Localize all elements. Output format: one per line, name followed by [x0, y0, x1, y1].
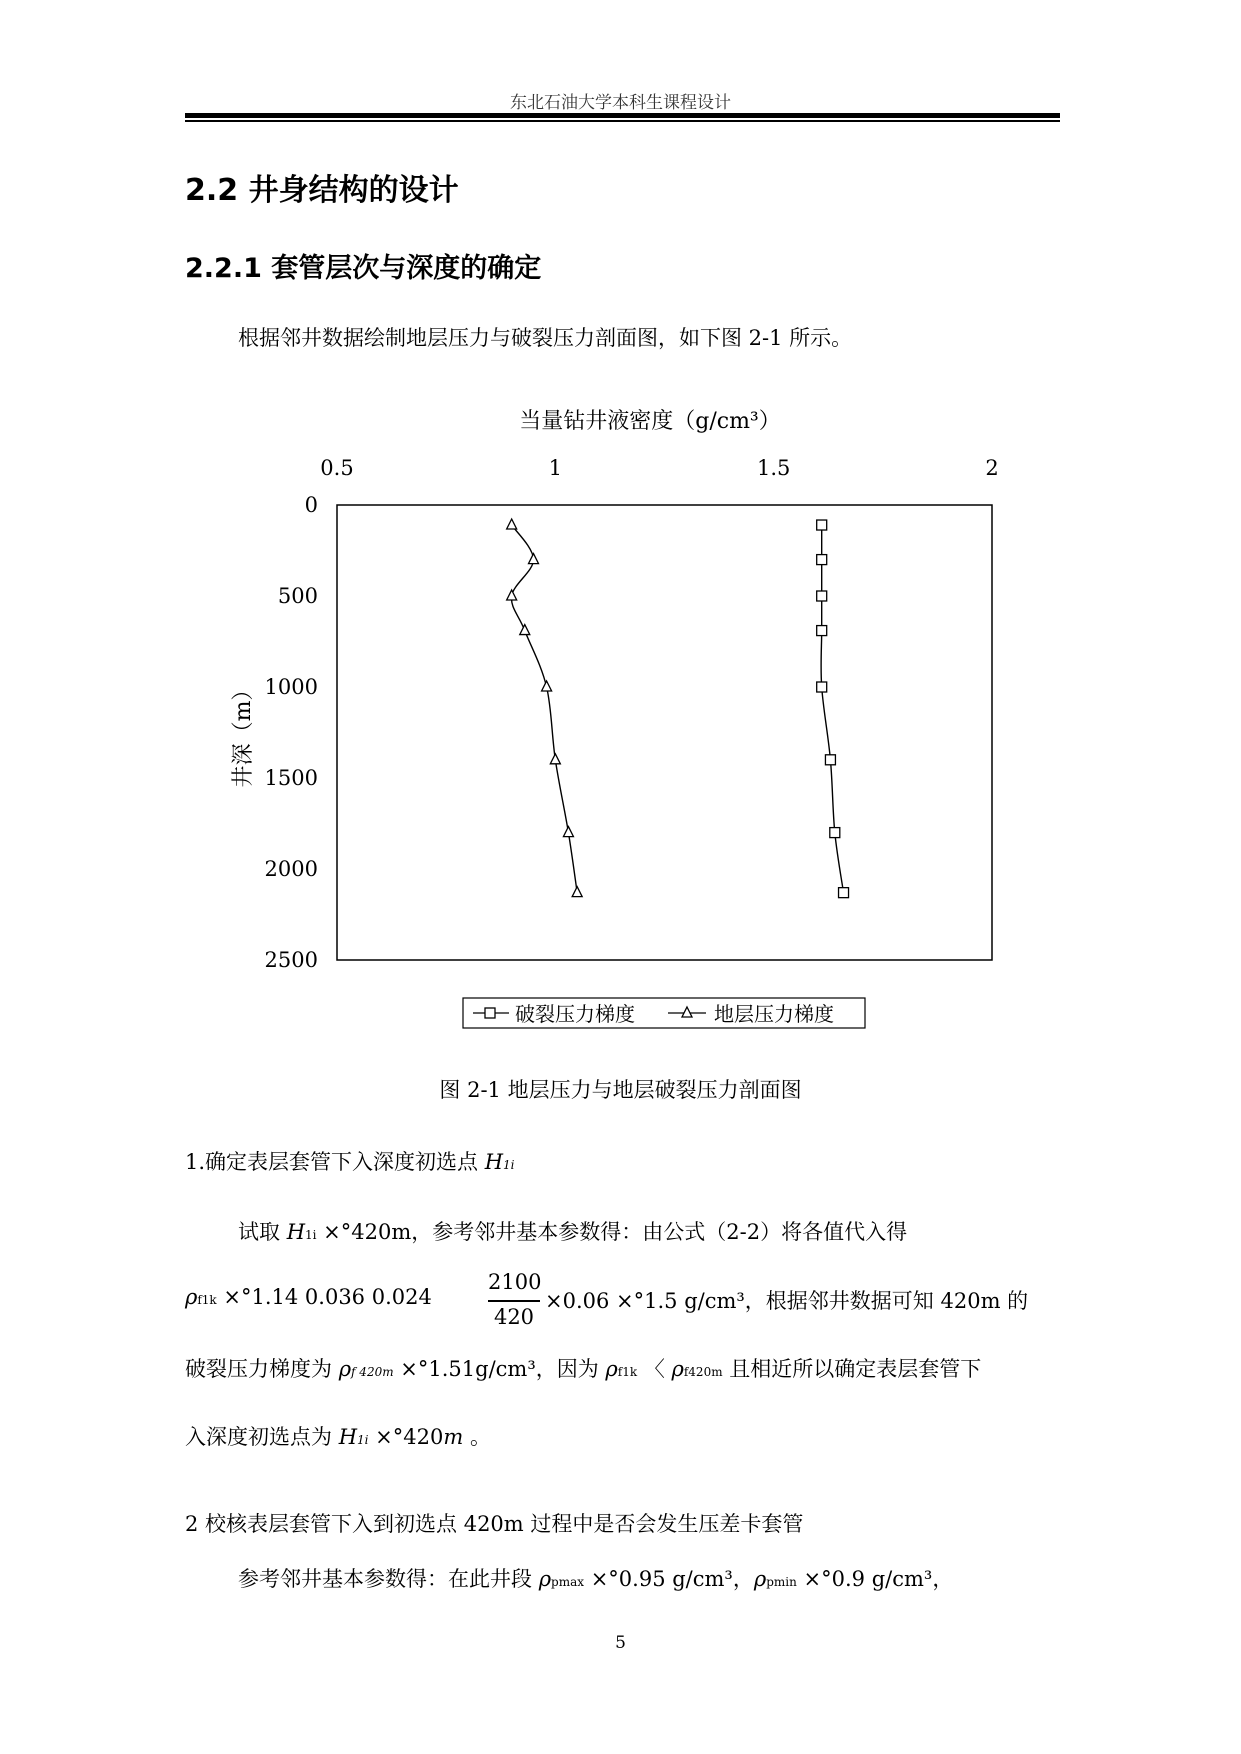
text: 破裂压力梯度为: [185, 1357, 339, 1381]
triangle-point: [542, 681, 552, 691]
x-tick-label: 1.5: [756, 456, 791, 480]
text: 且相近所以确定表层套管下: [722, 1357, 982, 1381]
legend: [463, 998, 865, 1028]
var-H: H: [286, 1220, 306, 1244]
section-title: 2.2 井身结构的设计: [185, 173, 459, 208]
var-sub: f420m: [683, 1365, 723, 1379]
var-rho: ρ: [753, 1567, 767, 1591]
intro-paragraph: 根据邻井数据绘制地层压力与破裂压力剖面图，如下图 2-1 所示。: [238, 326, 853, 350]
square-point: [817, 555, 827, 565]
y-tick-label: 0: [304, 493, 318, 517]
legend-label-formation: 地层压力梯度: [714, 1002, 834, 1026]
formula-left: ×°1.14 0.036 0.024: [216, 1285, 432, 1309]
var-sub: 1i: [305, 1228, 317, 1242]
x-tick-label: 0.5: [320, 456, 354, 480]
text: 试取: [238, 1220, 287, 1244]
text: ×°0.95 g/cm³，: [584, 1567, 754, 1591]
var-rho: ρ: [338, 1357, 352, 1381]
triangle-point: [572, 887, 582, 897]
square-point: [825, 755, 835, 765]
step1-line1: [238, 1216, 907, 1246]
var-rho: ρ: [185, 1285, 198, 1309]
header-rule-thin: [185, 120, 1060, 122]
text: ×°0.9 g/cm³，: [796, 1567, 954, 1591]
square-point: [817, 591, 827, 601]
var-sub: pmin: [766, 1575, 797, 1589]
var-rho: ρ: [671, 1357, 684, 1381]
var-H: H: [484, 1150, 504, 1174]
triangle-point: [507, 519, 517, 529]
pressure-profile-chart: [0, 395, 1241, 1055]
var-H-sub: 1i: [503, 1158, 515, 1172]
step2-line1: [238, 1563, 953, 1593]
x-tick-label: 2: [985, 456, 999, 480]
x-tick-label: 1: [548, 456, 563, 480]
series-layer: [507, 519, 849, 898]
square-point: [830, 828, 840, 838]
var-rho: ρ: [605, 1357, 618, 1381]
y-axis-label: 井深（m）: [231, 678, 256, 788]
series-line-1: [512, 525, 578, 893]
step1-title-text: 1.确定表层套管下入深度初选点: [185, 1150, 485, 1174]
y-tick-labels: [265, 493, 318, 972]
step2-title: 2 校核表层套管下入到初选点 420m 过程中是否会发生压差卡套管: [185, 1512, 804, 1536]
y-tick-label: 500: [277, 584, 318, 608]
text: ×°1.51g/cm³，因为: [393, 1357, 606, 1381]
y-tick-label: 2500: [264, 948, 318, 972]
square-point: [817, 626, 827, 636]
var-sub: f 420m: [351, 1365, 394, 1379]
text: 入深度初选点为: [185, 1425, 339, 1449]
var-sub: f1k: [617, 1365, 638, 1379]
x-tick-labels: [320, 456, 998, 480]
var-H: H: [338, 1425, 358, 1449]
page-header: 东北石油大学本科生课程设计: [510, 93, 731, 113]
step1-line4: [185, 1421, 491, 1451]
header-rule-thick: [185, 113, 1060, 118]
step1-formula-line: [185, 1285, 432, 1309]
text: ×°420: [368, 1425, 444, 1449]
figure-caption: 图 2-1 地层压力与地层破裂压力剖面图: [439, 1078, 802, 1102]
square-point: [817, 520, 827, 530]
legend-label-fracture: 破裂压力梯度: [515, 1002, 635, 1026]
var-rho: ρ: [538, 1567, 552, 1591]
fraction-numerator: 2100: [488, 1270, 542, 1294]
plot-area: [337, 505, 992, 960]
chart-title: 当量钻井液密度（g/cm³）: [519, 409, 781, 434]
square-point: [839, 888, 849, 898]
y-tick-label: 2000: [264, 857, 318, 881]
legend-square-marker: [485, 1008, 495, 1018]
unit-m: m: [443, 1425, 464, 1449]
var-sub: pmax: [551, 1575, 585, 1589]
y-tick-label: 1000: [264, 675, 318, 699]
y-tick-label: 1500: [264, 766, 318, 790]
fraction-bar: [488, 1300, 540, 1302]
triangle-point: [507, 590, 517, 600]
fraction-denominator: 420: [493, 1305, 535, 1329]
text: 。: [463, 1425, 491, 1449]
triangle-point: [563, 827, 573, 837]
subsection-title: 2.2.1 套管层次与深度的确定: [185, 253, 542, 284]
text: 〈: [637, 1357, 672, 1381]
triangle-point: [550, 754, 560, 764]
formula-right: ×0.06 ×°1.5 g/cm³，根据邻井数据可知 420m 的: [545, 1289, 1029, 1313]
step1-line3: [185, 1353, 981, 1383]
text: ×°420m，参考邻井基本参数得：由公式（2-2）将各值代入得: [316, 1220, 908, 1244]
text: 参考邻井基本参数得：在此井段: [238, 1567, 539, 1591]
step1-title: [185, 1146, 515, 1176]
page-number: 5: [615, 1633, 626, 1653]
square-point: [817, 682, 827, 692]
var-sub: f1k: [197, 1293, 217, 1307]
triangle-point: [520, 625, 530, 635]
var-sub: 1i: [357, 1433, 369, 1447]
triangle-point: [529, 554, 539, 564]
